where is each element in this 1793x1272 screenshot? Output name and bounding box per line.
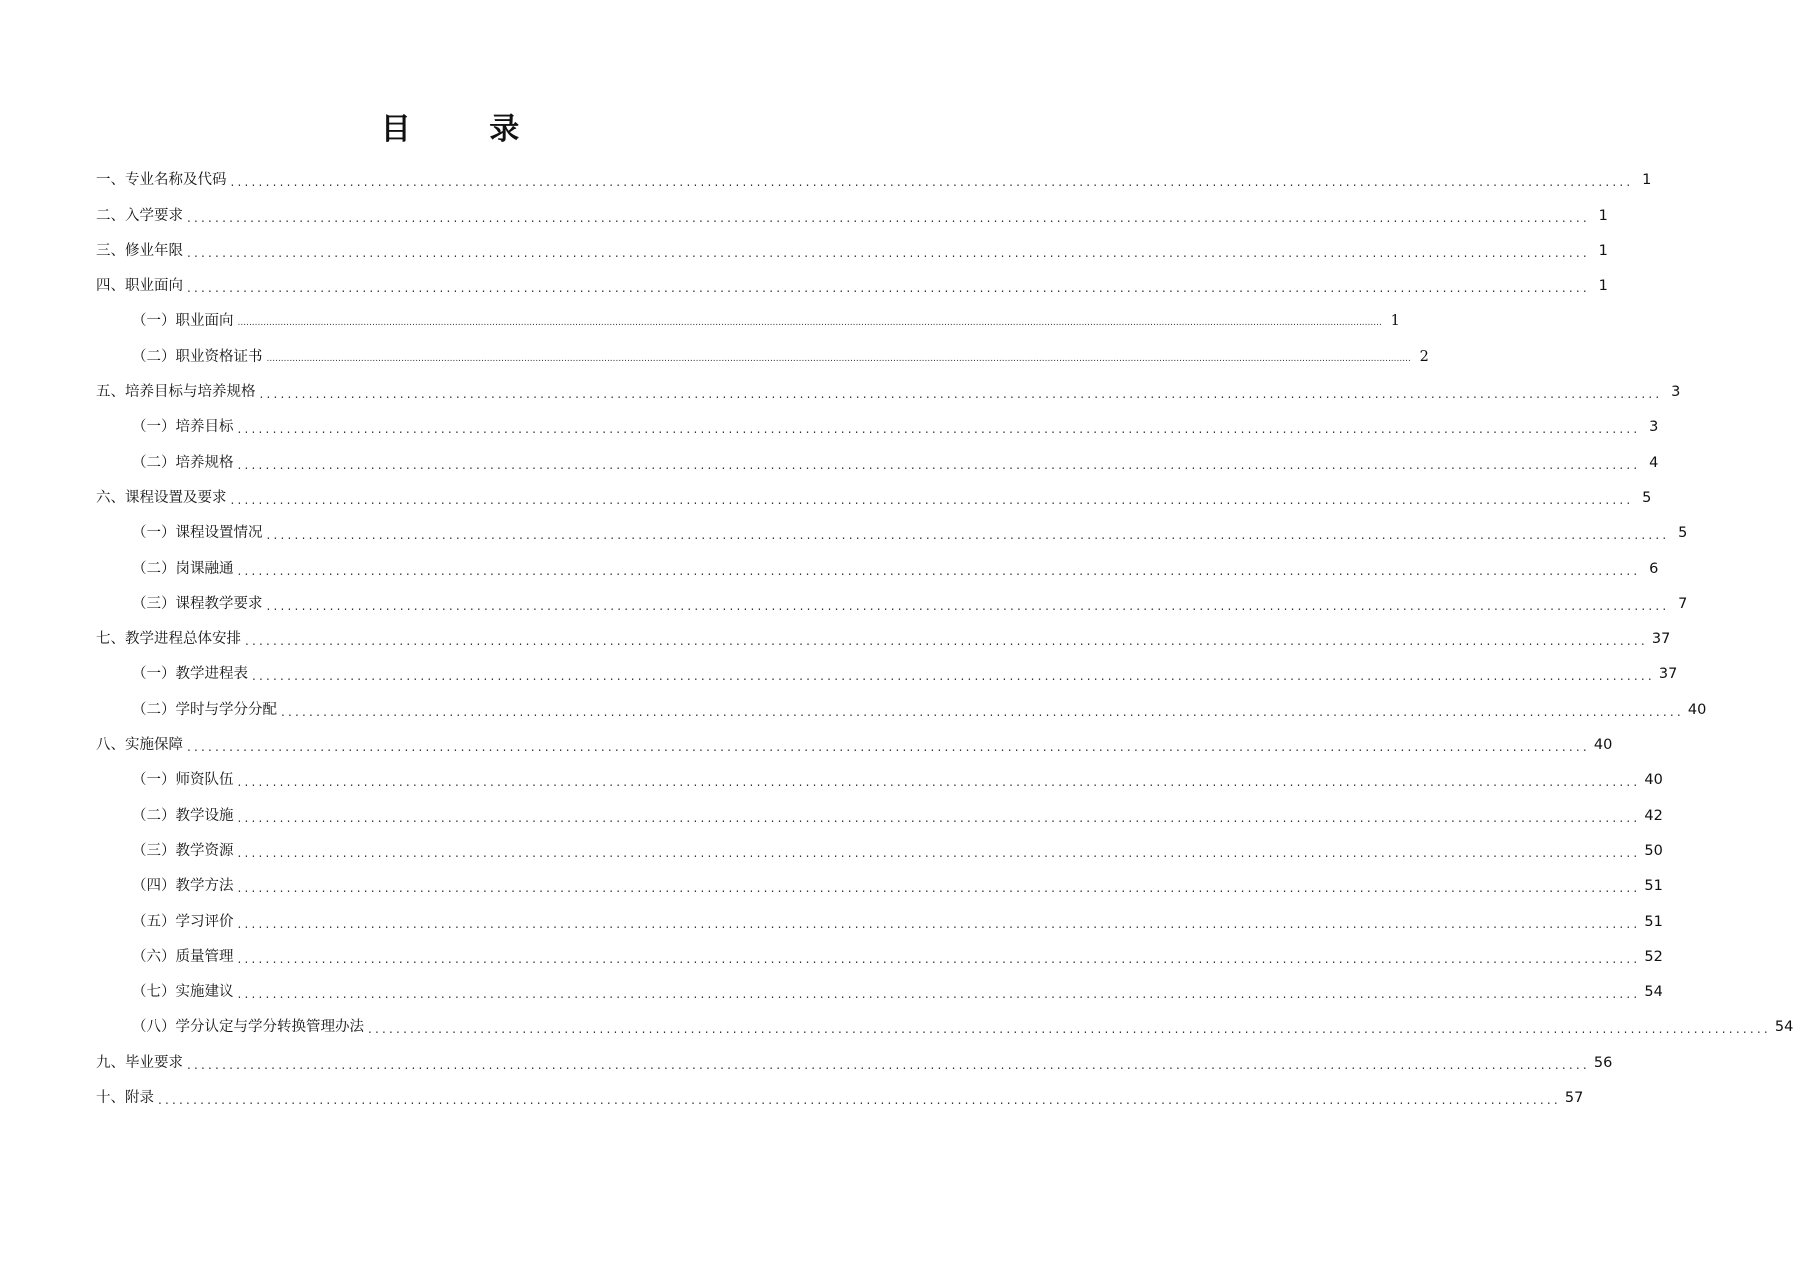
toc-entry-page-number: 3 — [1671, 384, 1681, 401]
toc-entry-label[interactable]: （三）教学资源 — [132, 842, 234, 859]
toc-entry-label[interactable]: （八）学分认定与学分转换管理办法 — [132, 1019, 364, 1036]
toc-entry[interactable] — [96, 473, 1652, 508]
toc-dot-leader: ........................................................................................................................................................................................................ — [237, 810, 1641, 825]
toc-entry-page-number: 37 — [1658, 666, 1678, 683]
toc-entry-label[interactable]: （一）师资队伍 — [132, 772, 234, 789]
toc-dot-leader: ........................................................................................................................................................................................................ — [187, 1057, 1590, 1072]
toc-entry[interactable] — [96, 226, 1608, 261]
toc-dot-leader: ........................................................................................................................................................................................................ — [259, 387, 1663, 402]
toc-entry[interactable] — [96, 437, 1659, 472]
toc-entry-page-number: 4 — [1649, 454, 1659, 471]
toc-entry-label[interactable]: 五、培养目标与培养规格 — [96, 384, 256, 401]
toc-entry-page-number: 52 — [1644, 948, 1663, 965]
toc-dot-leader: ........................................................................................................................................................................................................ — [230, 175, 1634, 190]
toc-entry[interactable] — [96, 190, 1608, 225]
toc-dot-leader: ........................................................................................................................................................................................................ — [237, 916, 1641, 931]
toc-entry-page-number: 5 — [1642, 489, 1652, 506]
toc-entry[interactable] — [96, 967, 1663, 1002]
toc-entry[interactable] — [96, 1037, 1613, 1072]
toc-entry[interactable] — [96, 402, 1659, 437]
toc-entry[interactable] — [96, 649, 1678, 684]
toc-entry-page-number: 6 — [1649, 560, 1659, 577]
toc-dot-leader: ........................................................................................................................................................................................................ — [187, 245, 1590, 260]
toc-dot-leader: ........................................................................................................................................................................................................ — [237, 987, 1641, 1002]
toc-entry[interactable] — [96, 579, 1688, 614]
toc-entry[interactable] — [96, 367, 1681, 402]
toc-entry-label[interactable]: （三）课程教学要求 — [132, 595, 263, 612]
table-of-contents — [96, 155, 1793, 1108]
toc-entry-label[interactable]: 八、实施保障 — [96, 737, 183, 754]
toc-entry-page-number: 5 — [1678, 525, 1688, 542]
toc-entry-label[interactable]: 二、入学要求 — [96, 207, 183, 224]
toc-entry[interactable] — [96, 508, 1688, 543]
toc-entry-page-number: 1 — [1598, 207, 1608, 224]
toc-entry[interactable] — [96, 1002, 1793, 1037]
toc-entry-label[interactable]: （二）教学设施 — [132, 807, 234, 824]
page-title: 目 录 — [380, 112, 554, 147]
toc-dot-leader: ........................................................................................................................................................................................................ — [237, 457, 1641, 472]
toc-entry[interactable] — [96, 331, 1429, 366]
toc-dot-leader: ........................................................................................................................................................................................................ — [266, 528, 1670, 543]
toc-entry-page-number: 40 — [1644, 772, 1663, 789]
toc-entry-label[interactable]: （二）职业资格证书 — [132, 348, 263, 365]
toc-entry-label[interactable]: （五）学习评价 — [132, 913, 234, 930]
toc-dot-leader: ........................................................................................................................................................................................................ — [158, 1093, 1561, 1108]
toc-entry[interactable] — [96, 861, 1663, 896]
toc-dot-leader: ........................................................................................................................................................................................................ — [237, 845, 1641, 860]
toc-entry-page-number: 42 — [1644, 807, 1663, 824]
toc-dot-leader: ........................................................................................................................................................................................................ — [237, 422, 1641, 437]
toc-entry[interactable] — [96, 896, 1663, 931]
toc-entry[interactable] — [96, 614, 1671, 649]
toc-entry[interactable] — [96, 296, 1400, 331]
toc-entry[interactable] — [96, 684, 1707, 719]
toc-dot-leader: ........................................................................................................................................................................................................ — [266, 598, 1670, 613]
toc-entry-label[interactable]: （二）岗课融通 — [132, 560, 234, 577]
toc-entry[interactable] — [96, 790, 1663, 825]
toc-entry-page-number: 2 — [1419, 348, 1429, 365]
toc-entry-page-number: 7 — [1678, 595, 1688, 612]
toc-dot-leader: ........................................................................................................................................................................................................ — [281, 704, 1684, 719]
toc-entry-label[interactable]: （二）培养规格 — [132, 454, 234, 471]
toc-entry[interactable] — [96, 932, 1663, 967]
toc-entry-label[interactable]: 九、毕业要求 — [96, 1054, 183, 1071]
toc-entry-label[interactable]: （六）质量管理 — [132, 948, 234, 965]
toc-entry[interactable] — [96, 1073, 1584, 1108]
toc-entry-label[interactable]: （一）教学进程表 — [132, 666, 248, 683]
toc-entry[interactable] — [96, 155, 1652, 190]
toc-dot-leader: ........................................................................................................................................................................................................ — [187, 281, 1590, 296]
toc-entry-page-number: 54 — [1644, 984, 1663, 1001]
toc-entry-label[interactable]: （一）课程设置情况 — [132, 525, 263, 542]
toc-dot-leader: ........................................................................................................................................................................................................ — [237, 881, 1641, 896]
toc-entry-page-number: 40 — [1593, 737, 1613, 754]
toc-dot-leader: ........................................................................................................................................................................................................ — [245, 634, 1648, 649]
toc-entry[interactable] — [96, 543, 1659, 578]
toc-entry-page-number: 37 — [1651, 631, 1671, 648]
toc-entry-label[interactable]: 一、专业名称及代码 — [96, 172, 227, 189]
toc-entry-page-number: 51 — [1644, 878, 1663, 895]
toc-dot-leader: ................................................................................................................................................................................................................................................................................................................................................................................................................ — [237, 318, 1382, 329]
toc-dot-leader: ........................................................................................................................................................................................................ — [187, 210, 1590, 225]
toc-dot-leader: ................................................................................................................................................................................................................................................................................................................................................................................................................ — [266, 353, 1411, 364]
toc-dot-leader: ........................................................................................................................................................................................................ — [368, 1022, 1771, 1037]
toc-entry-page-number: 51 — [1644, 913, 1663, 930]
toc-entry-label[interactable]: （四）教学方法 — [132, 878, 234, 895]
toc-entry-page-number: 1 — [1390, 313, 1400, 330]
toc-entry-page-number: 1 — [1598, 278, 1608, 295]
toc-dot-leader: ........................................................................................................................................................................................................ — [237, 775, 1641, 790]
toc-dot-leader: ........................................................................................................................................................................................................ — [237, 951, 1641, 966]
toc-entry-page-number: 1 — [1598, 242, 1608, 259]
toc-entry-label[interactable]: 十、附录 — [96, 1090, 154, 1107]
toc-entry-label[interactable]: 七、教学进程总体安排 — [96, 631, 241, 648]
toc-entry-page-number: 1 — [1642, 172, 1652, 189]
toc-entry-label[interactable]: （一）培养目标 — [132, 419, 234, 436]
toc-entry-page-number: 57 — [1564, 1090, 1584, 1107]
toc-entry-label[interactable]: 三、修业年限 — [96, 242, 183, 259]
toc-entry[interactable] — [96, 261, 1608, 296]
toc-dot-leader: ........................................................................................................................................................................................................ — [187, 740, 1590, 755]
toc-entry-label[interactable]: （二）学时与学分分配 — [132, 701, 277, 718]
toc-entry-label[interactable]: 四、职业面向 — [96, 278, 183, 295]
toc-entry-page-number: 3 — [1649, 419, 1659, 436]
toc-entry-page-number: 54 — [1774, 1019, 1793, 1036]
toc-entry-label[interactable]: （一）职业面向 — [132, 313, 234, 330]
toc-entry[interactable] — [96, 720, 1613, 755]
toc-entry-page-number: 50 — [1644, 842, 1663, 859]
toc-entry[interactable] — [96, 826, 1663, 861]
toc-entry-label[interactable]: 六、课程设置及要求 — [96, 489, 227, 506]
toc-entry-page-number: 56 — [1593, 1054, 1613, 1071]
toc-entry-page-number: 40 — [1687, 701, 1707, 718]
toc-dot-leader: ........................................................................................................................................................................................................ — [252, 669, 1655, 684]
toc-dot-leader: ........................................................................................................................................................................................................ — [230, 492, 1634, 507]
toc-entry[interactable] — [96, 755, 1663, 790]
toc-entry-label[interactable]: （七）实施建议 — [132, 984, 234, 1001]
toc-dot-leader: ........................................................................................................................................................................................................ — [237, 563, 1641, 578]
